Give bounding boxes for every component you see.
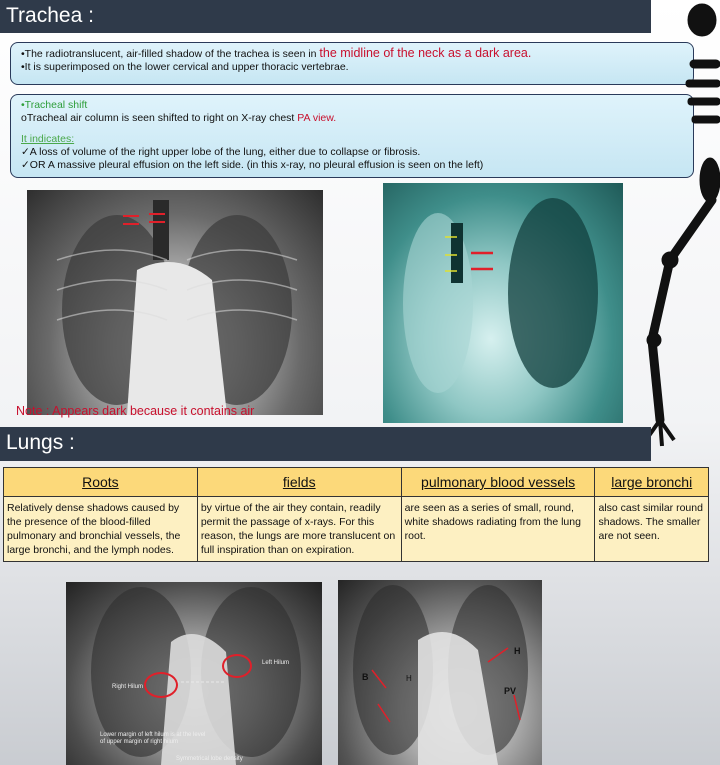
header-roots: Roots	[4, 468, 198, 497]
skeleton-decoration	[640, 0, 720, 470]
xray-4-label-pv: PV	[504, 686, 517, 696]
trachea-line-2: •It is superimposed on the lower cervical and upper thoracic vertebrae.	[21, 61, 349, 73]
indication-item-1: ✓A loss of volume of the right upper lobe of the lung, either due to collapse or fibrosis.	[21, 146, 421, 158]
tracheal-shift-box	[10, 94, 694, 178]
tracheal-shift-highlight: PA view.	[297, 112, 337, 124]
left-hilum-label: Left Hilum	[262, 660, 290, 666]
xray-4-label-h1: H	[514, 646, 521, 656]
trachea-title: Trachea :	[0, 0, 651, 33]
trachea-line-1-highlight: the midline of the neck as a dark area.	[319, 46, 532, 60]
cell-pulmonary-vessels: are seen as a series of small, round, white shadows radiating from the lung root.	[401, 497, 595, 562]
xray-4-label-b: B	[362, 672, 369, 682]
trachea-line-1	[21, 47, 683, 61]
xray-3-bottom-label: Symmetrical lobe density	[176, 756, 243, 762]
lungs-title: Lungs :	[0, 427, 651, 461]
lungs-table-header-row	[4, 468, 709, 497]
chest-xray-4	[338, 580, 542, 765]
tracheal-shift-line	[21, 112, 683, 125]
right-hilum-marker	[144, 672, 178, 698]
cell-roots: Relatively dense shadows caused by the presence of the blood-filled pulmonary and bronchial vessels, the large bronchi, and the lymph nodes.	[4, 497, 198, 562]
right-hilum-label: Right Hilum	[112, 684, 144, 690]
trachea-info-box	[10, 42, 694, 85]
header-pulmonary-vessels: pulmonary blood vessels	[401, 468, 595, 497]
header-large-bronchi: large bronchi	[595, 468, 709, 497]
trachea-line-1-text: •The radiotranslucent, air-filled shadow of the trachea is seen in	[21, 48, 320, 60]
xray-2-drawing	[383, 183, 623, 423]
tracheal-shift-text: oTracheal air column is seen shifted to right on X-ray chest	[21, 112, 298, 124]
cell-large-bronchi: also cast similar round shadows. The smaller are not seen.	[595, 497, 709, 562]
lungs-table-row	[4, 497, 709, 562]
lungs-table	[3, 467, 709, 562]
left-hilum-marker	[222, 654, 252, 678]
indicates-label: It indicates:	[21, 133, 75, 145]
trachea-note: Note : Appears dark because it contains air	[16, 404, 255, 418]
tracheal-shift-heading: •Tracheal shift	[21, 99, 88, 111]
chest-xray-3	[66, 582, 322, 765]
hilum-caption: Lower margin of left hilum is at the level of upper margin of right hilum	[100, 732, 206, 745]
cell-fields: by virtue of the air they contain, readily permit the passage of x-rays. For this reason, the lungs are more translucent on full inspiration than on expiration.	[197, 497, 401, 562]
header-fields: fields	[197, 468, 401, 497]
xray-1-drawing	[27, 190, 323, 415]
xray-4-label-h2: H	[406, 674, 412, 683]
indication-item-2: ✓OR A massive pleural effusion on the left side. (in this x-ray, no pleural effusion is seen on the left)	[21, 159, 484, 171]
chest-xray-2	[383, 183, 623, 423]
chest-xray-1	[27, 190, 323, 415]
